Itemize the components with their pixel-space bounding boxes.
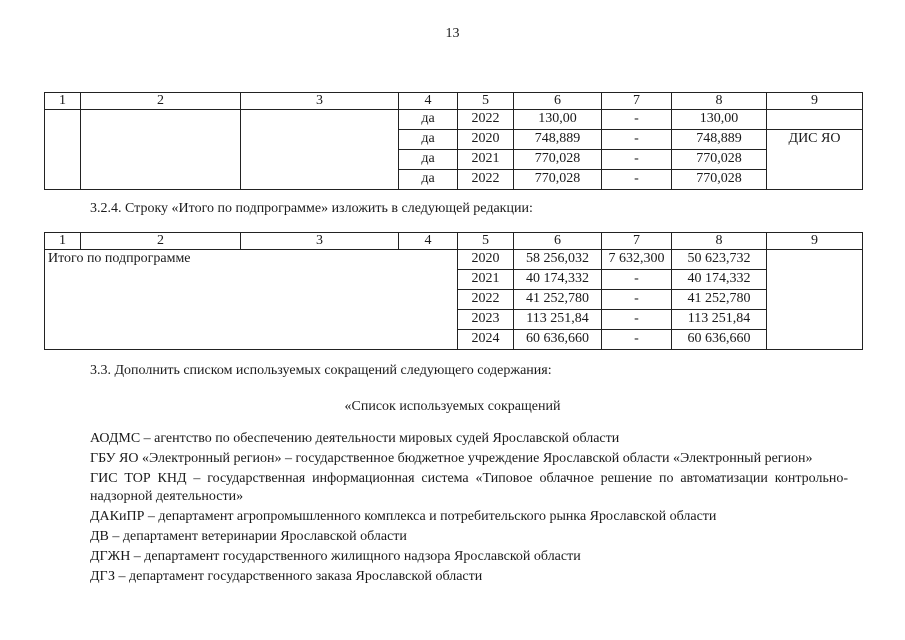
federal-cell: - (602, 170, 672, 190)
regional-cell: 770,028 (672, 170, 767, 190)
table-2-header-cell: 4 (399, 233, 458, 250)
table-1-cell-3 (241, 110, 399, 190)
list-title: «Список используемых сокращений (344, 399, 561, 414)
abbreviations-list (90, 430, 848, 588)
table-1-header-cell: 4 (399, 93, 458, 110)
table-2-header-cell: 3 (241, 233, 399, 250)
table-2-header-cell: 1 (45, 233, 81, 250)
list-item: АОДМС – агентство по обеспечению деятельности мировых судей Ярославской области (90, 431, 620, 446)
table-1-header-cell: 8 (672, 93, 767, 110)
total-cell: 770,028 (514, 150, 602, 170)
table-1-header-cell: 6 (514, 93, 602, 110)
regional-cell: 60 636,660 (672, 330, 767, 350)
total-cell: 113 251,84 (514, 310, 602, 330)
federal-cell: - (602, 130, 672, 150)
table-1 (44, 92, 863, 190)
table-2-header-cell: 9 (767, 233, 863, 250)
list-item: ДГЗ – департамент государственного заказа Ярославской области (90, 569, 483, 584)
paragraph-3-2-4: 3.2.4. Строку «Итого по подпрограмме» изложить в следующей редакции: (90, 201, 533, 216)
year-cell: 2022 (458, 290, 514, 310)
table-2-header-cell: 6 (514, 233, 602, 250)
paragraph-3-3: 3.3. Дополнить списком используемых сокращений следующего содержания: (90, 363, 552, 378)
approval-cell: да (399, 110, 458, 130)
regional-cell: 748,889 (672, 130, 767, 150)
table-row (45, 250, 863, 270)
federal-cell: - (602, 150, 672, 170)
list-item: ДВ – департамент ветеринарии Ярославской области (90, 529, 407, 544)
table-1-cell-2 (81, 110, 241, 190)
total-cell: 770,028 (514, 170, 602, 190)
list-item: ДГЖН – департамент государственного жилищного надзора Ярославской области (90, 549, 581, 564)
list-item: ДАКиПР – департамент агропромышленного комплекса и потребительского рынка Ярославской области (90, 509, 717, 524)
table-1-header-row (45, 93, 863, 110)
table-2-header-cell: 2 (81, 233, 241, 250)
total-cell: 40 174,332 (514, 270, 602, 290)
year-cell: 2022 (458, 110, 514, 130)
total-cell: 41 252,780 (514, 290, 602, 310)
regional-cell: 40 174,332 (672, 270, 767, 290)
executor-cell (767, 250, 863, 350)
executor-cell (767, 110, 863, 130)
year-cell: 2024 (458, 330, 514, 350)
table-2-header-cell: 5 (458, 233, 514, 250)
table-row (45, 110, 863, 130)
approval-cell: да (399, 150, 458, 170)
table-1-cell-1 (45, 110, 81, 190)
federal-cell: - (602, 310, 672, 330)
table-1-header-cell: 3 (241, 93, 399, 110)
table-2-header-row (45, 233, 863, 250)
table-1-header-cell: 7 (602, 93, 672, 110)
federal-cell: - (602, 110, 672, 130)
total-cell: 748,889 (514, 130, 602, 150)
federal-cell: - (602, 290, 672, 310)
year-cell: 2021 (458, 270, 514, 290)
list-item: ГБУ ЯО «Электронный регион» – государственное бюджетное учреждение Ярославской области «Электронный регион» (90, 451, 813, 466)
total-cell: 60 636,660 (514, 330, 602, 350)
federal-cell: - (602, 270, 672, 290)
regional-cell: 50 623,732 (672, 250, 767, 270)
page-number: 13 (445, 26, 460, 41)
year-cell: 2023 (458, 310, 514, 330)
regional-cell: 770,028 (672, 150, 767, 170)
federal-cell: - (602, 330, 672, 350)
list-item: ГИС ТОР КНД – государственная информационная система «Типовое облачное решение по автоматизации контрольно-надзорной деятельности» (90, 471, 848, 504)
federal-cell: 7 632,300 (602, 250, 672, 270)
table-1-header-cell: 5 (458, 93, 514, 110)
table-1-header-cell: 9 (767, 93, 863, 110)
year-cell: 2020 (458, 130, 514, 150)
total-cell: 130,00 (514, 110, 602, 130)
regional-cell: 130,00 (672, 110, 767, 130)
executor-cell: ДИС ЯО (767, 130, 863, 190)
total-cell: 58 256,032 (514, 250, 602, 270)
table-2-header-cell: 8 (672, 233, 767, 250)
table-2-header-cell: 7 (602, 233, 672, 250)
table-1-header-cell: 1 (45, 93, 81, 110)
approval-cell: да (399, 170, 458, 190)
table-1-header-cell: 2 (81, 93, 241, 110)
year-cell: 2022 (458, 170, 514, 190)
regional-cell: 41 252,780 (672, 290, 767, 310)
regional-cell: 113 251,84 (672, 310, 767, 330)
table-2 (44, 232, 863, 350)
approval-cell: да (399, 130, 458, 150)
year-cell: 2020 (458, 250, 514, 270)
subprogram-total-label: Итого по подпрограмме (45, 250, 458, 350)
year-cell: 2021 (458, 150, 514, 170)
